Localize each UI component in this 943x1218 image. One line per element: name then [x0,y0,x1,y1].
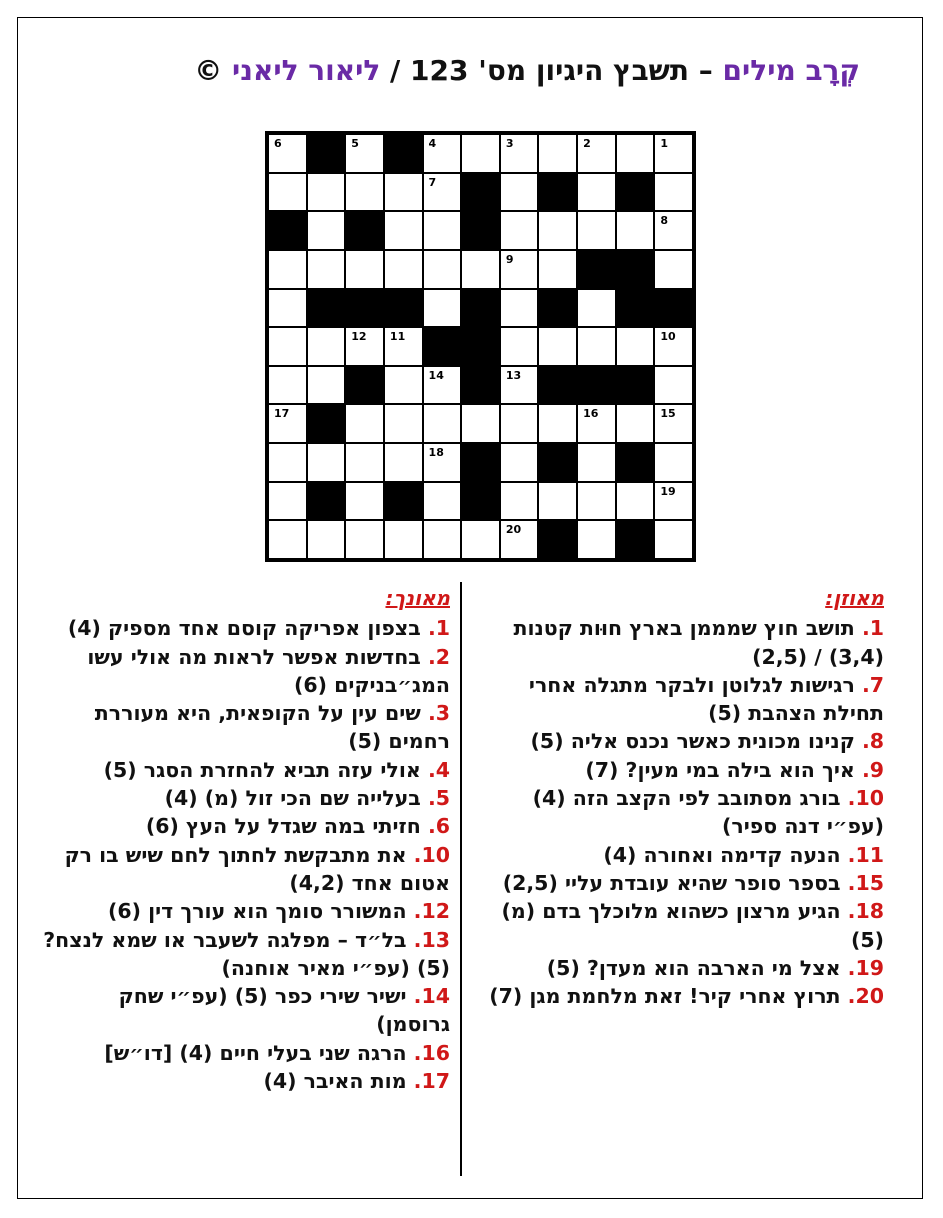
grid-cell[interactable] [423,250,462,289]
clue-text: בורג מסתובב לפי הקצב הזה (4) (עפ״י דנה ספיר) [532,786,884,839]
clue-text: בחדשות אפשר לראות מה אולי עשו המג״בניקים (6) [87,644,450,697]
grid-cell[interactable] [345,520,384,559]
down-clue [40,897,450,925]
grid-cell[interactable] [423,443,462,482]
clue-number: 3. [427,701,450,726]
grid-cell-black [538,289,577,328]
grid-cell[interactable] [538,327,577,366]
across-clue [472,897,884,954]
grid-cell[interactable] [268,366,307,405]
grid-cell-black [616,520,655,559]
cell-number: 7 [428,175,437,189]
grid-cell[interactable] [538,404,577,443]
grid-cell[interactable] [654,250,693,289]
across-clue [472,841,884,869]
grid-cell[interactable] [423,211,462,250]
cell-number: 15 [660,407,676,421]
grid-cell[interactable] [461,134,500,173]
clue-text: תושב חוץ שמממן בארץ חוּות קטנות (3,4) / (2,5) [513,616,884,669]
grid-cell-black [307,289,346,328]
down-clue [40,699,450,756]
down-clue [40,926,450,983]
down-clue [40,841,450,898]
grid-cell[interactable] [500,404,539,443]
cell-number: 19 [660,484,676,498]
grid-cell[interactable] [345,173,384,212]
grid-cell[interactable] [616,404,655,443]
grid-cell[interactable] [461,404,500,443]
grid-cell[interactable] [268,327,307,366]
cell-number: 20 [505,523,522,537]
down-heading: מאונך: [385,586,450,610]
clue-text: בצפון אפריקה קוסם אחד מספיק (4) [67,616,428,641]
grid-cell[interactable] [345,134,384,173]
grid-cell[interactable] [577,211,616,250]
grid-cell[interactable] [268,404,307,443]
grid-cell[interactable] [616,327,655,366]
cell-number: 6 [274,137,282,150]
cell-number: 17 [274,407,290,421]
down-clue [40,614,450,642]
grid-cell[interactable] [384,327,423,366]
grid-cell-black [577,366,616,405]
grid-cell[interactable] [307,366,346,405]
grid-cell-black [616,250,655,289]
grid-cell[interactable] [345,443,384,482]
clue-number: 12. [413,899,450,924]
grid-cell-black [616,289,655,328]
cell-number: 8 [660,214,669,228]
grid-cell-black [345,366,384,405]
across-heading: מאוזן: [825,586,884,610]
title-part1: קְרָב מילים [722,54,860,87]
clue-text: הנעה קדימה ואחורה (4) [603,842,848,867]
grid-cell[interactable] [500,520,539,559]
grid-cell[interactable] [384,250,423,289]
grid-cell-black [538,520,577,559]
grid-cell[interactable] [423,520,462,559]
grid-cell-black [461,173,500,212]
clue-number: 1. [861,616,884,641]
grid-cell[interactable] [268,250,307,289]
grid-cell[interactable] [423,173,462,212]
across-clue-list [472,614,884,1010]
across-clue [472,784,884,841]
grid-cell[interactable] [500,250,539,289]
across-clue [472,869,884,897]
grid-cell[interactable] [268,520,307,559]
grid-cell[interactable] [345,327,384,366]
clue-number: 6. [427,814,450,839]
clue-text: אולי עזה תביא להחזרת הסגר (5) [103,757,428,782]
grid-cell[interactable] [538,211,577,250]
clue-number: 14. [413,984,450,1009]
down-clue [40,1067,450,1095]
clue-number: 1. [427,616,450,641]
across-clue [472,671,884,728]
grid-cell[interactable] [268,289,307,328]
clue-number: 19. [847,955,884,980]
crossword-grid [265,131,696,562]
grid-cell-black [461,366,500,405]
clue-number: 5. [427,786,450,811]
grid-cell[interactable] [577,134,616,173]
grid-cell-black [461,443,500,482]
down-clue [40,784,450,812]
grid-cell-black [616,443,655,482]
clue-text: ישיר שירי כפר (5) (עפ״י שחק גרוסמן) [118,984,450,1037]
grid-cell-black [307,134,346,173]
title-author: ליאור ליאני [232,54,381,87]
down-clue [40,643,450,700]
grid-cell[interactable] [307,250,346,289]
cell-number: 18 [428,446,444,460]
grid-cell-black [345,211,384,250]
clue-text: איך הוא בילה במי מעין? (7) [585,757,862,782]
grid-cell[interactable] [307,211,346,250]
clue-text: את מתבקשת לחתוך לחם שיש בו רק אטום אחד (4,2) [64,842,450,895]
clue-number: 13. [413,927,450,952]
grid-cell[interactable] [345,482,384,521]
clue-text: הרגה שני בעלי חיים (4) [דו״ש] [104,1040,414,1065]
grid-cell[interactable] [384,173,423,212]
cell-number: 13 [505,368,522,382]
grid-cell[interactable] [307,327,346,366]
across-clue [472,614,884,671]
grid-cell-black [268,211,307,250]
grid-cell[interactable] [423,134,462,173]
clue-text: מות האיבר (4) [263,1069,414,1094]
clue-number: 16. [413,1040,450,1065]
grid-cell[interactable] [461,250,500,289]
grid-cell[interactable] [384,211,423,250]
grid-cell-black [461,211,500,250]
across-clue [472,756,884,784]
grid-cell[interactable] [577,482,616,521]
clue-number: 2. [427,644,450,669]
grid-cell[interactable] [616,482,655,521]
grid-cell[interactable] [654,134,693,173]
grid-cell[interactable] [423,482,462,521]
grid-cell-black [577,250,616,289]
down-clue [40,1039,450,1067]
clue-number: 11. [847,842,884,867]
grid-cell[interactable] [654,173,693,212]
clue-text: אצל מי הארבה הוא מעדן? (5) [546,955,848,980]
column-divider [460,582,462,1176]
grid-cell[interactable] [268,482,307,521]
grid-cell[interactable] [577,289,616,328]
clue-number: 8. [861,729,884,754]
grid-cell[interactable] [500,173,539,212]
grid-cell[interactable] [268,173,307,212]
grid-cell[interactable] [577,173,616,212]
grid-cell[interactable] [307,173,346,212]
grid-cell[interactable] [538,482,577,521]
grid-cell[interactable] [654,520,693,559]
grid-cell[interactable] [500,327,539,366]
grid-cell-black [538,173,577,212]
across-clues [472,584,884,1010]
grid-cell[interactable] [345,404,384,443]
cell-number: 12 [351,330,367,344]
grid-cell-black [384,134,423,173]
grid-cell[interactable] [500,289,539,328]
down-clue [40,812,450,840]
cell-number: 9 [505,252,514,266]
grid-cell[interactable] [616,134,655,173]
page-title [40,54,860,87]
grid-cell[interactable] [538,134,577,173]
grid-cell-black [307,482,346,521]
grid-cell[interactable] [654,443,693,482]
grid-cell[interactable] [423,289,462,328]
grid-cell-black [345,289,384,328]
grid-cell[interactable] [461,520,500,559]
cell-number: 1 [660,137,669,150]
grid-cell[interactable] [423,404,462,443]
grid-cell[interactable] [384,520,423,559]
down-clue [40,982,450,1039]
cell-number: 3 [505,137,514,150]
grid-cell[interactable] [268,443,307,482]
across-clue [472,727,884,755]
clue-number: 18. [847,899,884,924]
cell-number: 2 [583,137,591,150]
grid-cell[interactable] [307,443,346,482]
grid-cell-black [616,173,655,212]
grid-cell-black [538,366,577,405]
grid-cell[interactable] [654,404,693,443]
clue-text: בספר סופר שהיא עובדת עליי (2,5) [502,870,848,895]
grid-cell-black [461,482,500,521]
clue-number: 10. [413,842,450,867]
across-clue [472,982,884,1010]
grid-cell[interactable] [654,327,693,366]
clue-text: תרוץ אחרי קיר! זאת מלחמת מגן (7) [489,984,848,1009]
cell-number: 10 [660,330,676,344]
grid-cell[interactable] [577,404,616,443]
grid-cell[interactable] [500,482,539,521]
grid-cell-black [307,404,346,443]
grid-cell[interactable] [577,327,616,366]
grid-cell-black [384,482,423,521]
clue-text: בל״ד – מפלגה לשעבר או שמא לנצח? (5) (עפ״י מאיר אוחנה) [43,927,450,980]
clue-number: 20. [847,984,884,1009]
clue-number: 7. [861,672,884,697]
grid-cell[interactable] [538,250,577,289]
clue-text: רגישות לגלוטן ולבקר מתגלה אחרי תחילת הצהבת (5) [528,672,884,726]
grid-cell-black [384,289,423,328]
grid-cell[interactable] [500,443,539,482]
clue-number: 4. [427,757,450,782]
grid-cell[interactable] [654,366,693,405]
grid-cell[interactable] [307,520,346,559]
clue-text: חזיתי במה שגדל על העץ (6) [145,814,428,839]
grid-cell-black [616,366,655,405]
grid-cell[interactable] [384,443,423,482]
crossword-cells [268,134,693,559]
cell-number: 11 [389,330,406,344]
clue-number: 17. [413,1069,450,1094]
clue-text: שים עין על הקופאית, היא מעוררת רחמים (5) [94,701,450,754]
grid-cell[interactable] [384,404,423,443]
clue-number: 10. [847,786,884,811]
title-copyright: © [194,54,233,87]
down-clues [40,584,450,1095]
cell-number: 14 [428,368,444,382]
clue-number: 15. [847,870,884,895]
grid-cell[interactable] [345,250,384,289]
grid-cell[interactable] [577,520,616,559]
grid-cell[interactable] [616,211,655,250]
clue-number: 9. [861,757,884,782]
grid-cell-black [538,443,577,482]
grid-cell[interactable] [500,134,539,173]
clue-text: המשורר סומך הוא עורך דין (6) [107,899,414,924]
down-clue [40,756,450,784]
grid-cell[interactable] [500,211,539,250]
across-clue [472,954,884,982]
grid-cell[interactable] [500,366,539,405]
grid-cell[interactable] [654,482,693,521]
clue-text: בעלייה שם הכי זול (מ) (4) [164,786,428,811]
grid-cell[interactable] [268,134,307,173]
grid-cell[interactable] [654,211,693,250]
grid-cell-black [461,327,500,366]
down-clue-list [40,614,450,1095]
grid-cell[interactable] [577,443,616,482]
clue-text: קנינו מכונית כאשר נכנס אליה (5) [530,729,862,754]
grid-cell[interactable] [423,366,462,405]
grid-cell[interactable] [384,366,423,405]
grid-cell-black [423,327,462,366]
grid-cell-black [654,289,693,328]
clue-text: הגיע מרצון כשהוא מלוכלך בדם (מ) (5) [501,899,884,952]
title-sep: – [689,54,723,87]
cell-number: 16 [583,407,599,421]
title-part2: תשבץ היגיון מס' 123 / [380,54,690,87]
cell-number: 4 [428,137,437,150]
cell-number: 5 [351,137,359,150]
grid-cell-black [461,289,500,328]
